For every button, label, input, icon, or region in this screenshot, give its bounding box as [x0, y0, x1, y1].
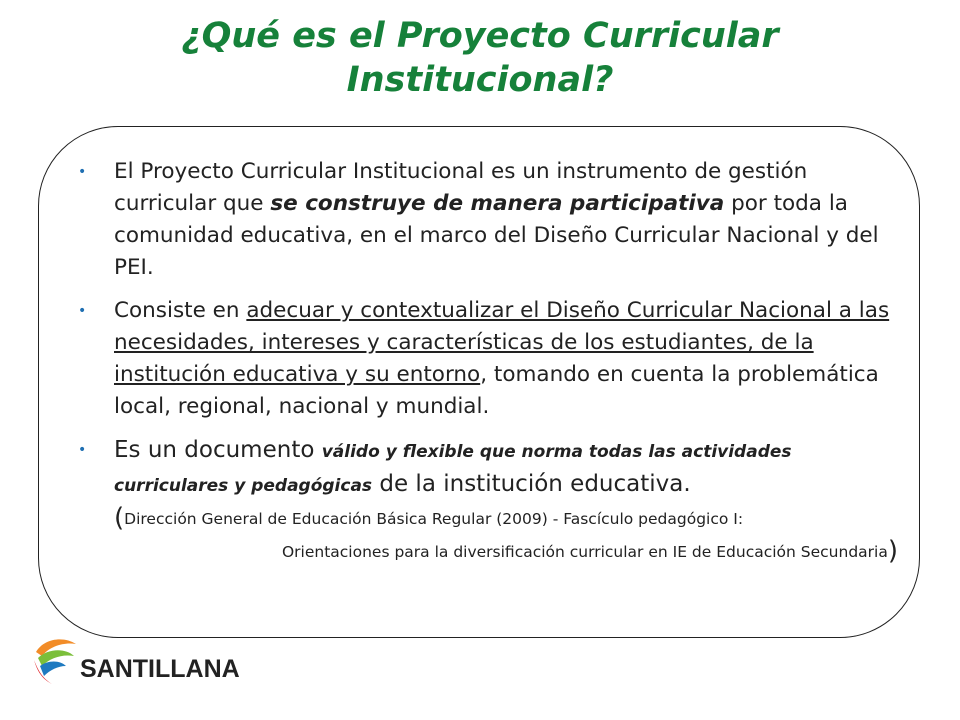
- bullet-item-1: [78, 156, 898, 284]
- bullet1-text: El Proyecto Curricular Institucional es un instrumento de gestión curricular que: [114, 159, 808, 216]
- bullet3-emphasis: válido y flexible que norma todas las actividades curriculares y pedagógicas: [114, 442, 792, 496]
- bullet3-text: Es un documento: [114, 437, 322, 463]
- bullet2-text-end: , tomando en cuenta la problemática local, regional, nacional y mundial.: [114, 362, 879, 419]
- bullet-icon: •: [78, 442, 87, 458]
- citation-open-paren: (: [114, 503, 125, 533]
- bullet3-text-end: de la institución educativa.: [372, 471, 691, 497]
- bullet1-emphasis: se construye de manera participativa: [270, 191, 725, 216]
- content-body: [78, 156, 898, 579]
- santillana-logo: [30, 630, 270, 690]
- bullet2-underlined: adecuar y contextualizar el Diseño Curricular Nacional a las necesidades, intereses y características de los estudiantes, de la institución educativa y su entorno: [114, 298, 890, 387]
- bullet-item-2: [78, 295, 898, 423]
- logo-text: SANTILLANA: [80, 655, 240, 683]
- citation-close-paren: ): [887, 536, 898, 566]
- bullet2-text: Consiste en: [114, 298, 247, 323]
- bullet-icon: •: [78, 303, 87, 319]
- bullet-item-3: [78, 434, 898, 568]
- bullet-icon: •: [78, 164, 87, 180]
- slide-title-line1: ¿Qué es el Proyecto Curricular: [181, 16, 779, 56]
- citation-line1: Dirección General de Educación Básica Regular (2009) - Fascículo pedagógico I:: [124, 510, 744, 528]
- citation: [114, 502, 898, 568]
- citation-line2: Orientaciones para la diversificación curricular en IE de Educación Secundaria: [281, 543, 888, 561]
- bullet1-text-end: por toda la comunidad educativa, en el marco del Diseño Curricular Nacional y del PEI.: [114, 191, 879, 280]
- slide-title-line2: Institucional?: [346, 60, 614, 100]
- slide-title: [0, 14, 960, 102]
